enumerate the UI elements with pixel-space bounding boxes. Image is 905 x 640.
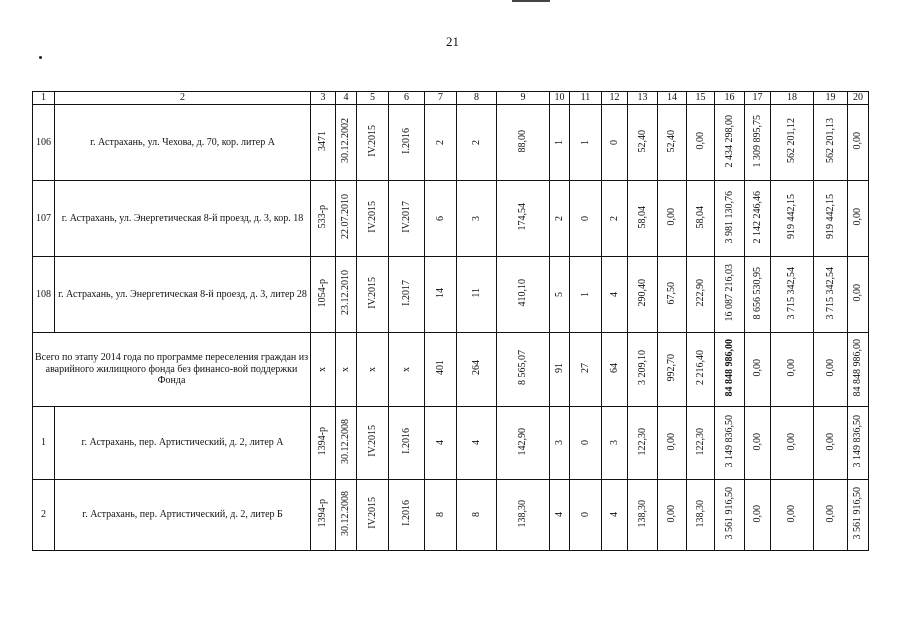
cell-value: 0,00 (745, 407, 771, 480)
cell-value: 2 216,40 (687, 333, 715, 407)
row-id: 1 (33, 407, 55, 480)
cell-value: 58,04 (687, 181, 715, 257)
cell-planned-start: IV.2015 (357, 105, 389, 181)
col-header: 6 (389, 92, 425, 105)
cell-value: 0 (602, 105, 628, 181)
cell-decision-date: 23.12.2010 (336, 257, 357, 333)
cell-value: 3 561 916,50 (848, 480, 869, 551)
col-header: 9 (497, 92, 550, 105)
address-cell: г. Астрахань, ул. Энергетическая 8-й проезд, д. 3, литер 28 (55, 257, 311, 333)
cell-value: 1 309 895,75 (745, 105, 771, 181)
cell-value: 3 149 836,50 (848, 407, 869, 480)
col-header: 4 (336, 92, 357, 105)
cell-value: 0,00 (658, 181, 687, 257)
cell-planned-end: I.2016 (389, 480, 425, 551)
scan-mark (512, 0, 550, 2)
cell-value: 16 087 216,03 (715, 257, 745, 333)
cell-value: 142,90 (497, 407, 550, 480)
cell-value: 84 848 986,00 (715, 333, 745, 407)
cell-value: 8 565,07 (497, 333, 550, 407)
cell-value: 3 (602, 407, 628, 480)
cell-value: 290,40 (628, 257, 658, 333)
address-cell: г. Астрахань, пер. Артистический, д. 2, литер Б (55, 480, 311, 551)
cell-decision-number: 3471 (311, 105, 336, 181)
cell-decision-number: 1394-р (311, 480, 336, 551)
cell-value: 0,00 (745, 480, 771, 551)
cell-value: 0,00 (814, 333, 848, 407)
cell-value: 562 201,13 (814, 105, 848, 181)
cell-value: 64 (602, 333, 628, 407)
cell-value: 1 (570, 105, 602, 181)
cell-value: 8 (425, 480, 457, 551)
cell-value: 410,10 (497, 257, 550, 333)
table-row (33, 480, 869, 551)
cell-value: 11 (457, 257, 497, 333)
col-header: 12 (602, 92, 628, 105)
col-header: 8 (457, 92, 497, 105)
cell-value: 5 (550, 257, 570, 333)
cell-value: 0,00 (771, 333, 814, 407)
cell-value: 4 (550, 480, 570, 551)
table-row (33, 105, 869, 181)
cell-value: 138,30 (687, 480, 715, 551)
cell-value: 58,04 (628, 181, 658, 257)
cell-value: 174,54 (497, 181, 550, 257)
cell-value: 122,30 (687, 407, 715, 480)
table-row (33, 257, 869, 333)
cell-value: 992,70 (658, 333, 687, 407)
cell-value: 2 (550, 181, 570, 257)
cell-value: 122,30 (628, 407, 658, 480)
cell-value: 3 149 836,50 (715, 407, 745, 480)
col-header: 5 (357, 92, 389, 105)
col-header: 17 (745, 92, 771, 105)
address-cell: г. Астрахань, ул. Энергетическая 8-й проезд, д. 3, кор. 18 (55, 181, 311, 257)
cell-planned-start: IV.2015 (357, 407, 389, 480)
cell-value: 401 (425, 333, 457, 407)
cell-value: 6 (425, 181, 457, 257)
cell-value: 919 442,15 (814, 181, 848, 257)
cell-value: 919 442,15 (771, 181, 814, 257)
row-id: 108 (33, 257, 55, 333)
cell-value: 3 (550, 407, 570, 480)
cell-value: 84 848 986,00 (848, 333, 869, 407)
cell-value: 138,30 (628, 480, 658, 551)
col-header: 13 (628, 92, 658, 105)
cell-planned-start: IV.2015 (357, 257, 389, 333)
cell-planned-start: IV.2015 (357, 181, 389, 257)
cell-value: 88,00 (497, 105, 550, 181)
cell-value: 3 561 916,50 (715, 480, 745, 551)
col-header: 2 (55, 92, 311, 105)
table-row (33, 407, 869, 480)
cell-decision-number: 533-р (311, 181, 336, 257)
cell-value: 3 715 342,54 (814, 257, 848, 333)
cell-value: 2 434 298,00 (715, 105, 745, 181)
cell-value: 4 (602, 257, 628, 333)
cell-planned-end: I.2016 (389, 105, 425, 181)
cell-value: 138,30 (497, 480, 550, 551)
cell-value: 8 (457, 480, 497, 551)
cell-value: 0,00 (848, 257, 869, 333)
col-header: 10 (550, 92, 570, 105)
cell-value: 2 142 246,46 (745, 181, 771, 257)
cell-value: 3 209,10 (628, 333, 658, 407)
col-header: 11 (570, 92, 602, 105)
col-header: 19 (814, 92, 848, 105)
cell-value: х (311, 333, 336, 407)
cell-value: 67,50 (658, 257, 687, 333)
col-header: 7 (425, 92, 457, 105)
cell-value: 1 (550, 105, 570, 181)
cell-value: 0,00 (658, 480, 687, 551)
address-cell: г. Астрахань, ул. Чехова, д. 70, кор. литер А (55, 105, 311, 181)
cell-value: 52,40 (628, 105, 658, 181)
cell-value: 2 (602, 181, 628, 257)
row-id: 2 (33, 480, 55, 551)
col-header: 16 (715, 92, 745, 105)
cell-value: 0,00 (848, 105, 869, 181)
cell-planned-start: IV.2015 (357, 480, 389, 551)
cell-value: х (357, 333, 389, 407)
cell-value: 0,00 (814, 407, 848, 480)
col-header: 3 (311, 92, 336, 105)
cell-planned-end: I.2017 (389, 257, 425, 333)
col-header: 1 (33, 92, 55, 105)
cell-decision-number: 1054-р (311, 257, 336, 333)
cell-decision-date: 30.12.2002 (336, 105, 357, 181)
data-table (32, 91, 869, 551)
total-label: Всего по этапу 2014 года по программе переселения граждан из аварийного жилищного фонда без финансо-вой поддержки Фонда (33, 333, 311, 407)
cell-value: 91 (550, 333, 570, 407)
cell-decision-date: 22.07.2010 (336, 181, 357, 257)
cell-value: 562 201,12 (771, 105, 814, 181)
cell-value: 0,00 (745, 333, 771, 407)
cell-value: 0 (570, 181, 602, 257)
cell-value: 264 (457, 333, 497, 407)
cell-value: 4 (457, 407, 497, 480)
cell-value: 0,00 (771, 480, 814, 551)
col-header: 14 (658, 92, 687, 105)
cell-value: 0,00 (848, 181, 869, 257)
cell-value: 3 981 130,76 (715, 181, 745, 257)
table-row (33, 181, 869, 257)
cell-value: х (389, 333, 425, 407)
cell-value: 14 (425, 257, 457, 333)
cell-value: 1 (570, 257, 602, 333)
cell-value: 0,00 (687, 105, 715, 181)
cell-value: 3 (457, 181, 497, 257)
cell-value: 2 (425, 105, 457, 181)
column-number-row (33, 92, 869, 105)
row-id: 106 (33, 105, 55, 181)
address-cell: г. Астрахань, пер. Артистический, д. 2, литер А (55, 407, 311, 480)
cell-value: 0,00 (814, 480, 848, 551)
cell-planned-end: I.2016 (389, 407, 425, 480)
col-header: 20 (848, 92, 869, 105)
cell-value: 3 715 342,54 (771, 257, 814, 333)
cell-decision-date: 30.12.2008 (336, 480, 357, 551)
total-row (33, 333, 869, 407)
col-header: 18 (771, 92, 814, 105)
cell-value: 8 656 530,95 (745, 257, 771, 333)
cell-value: 27 (570, 333, 602, 407)
cell-value: х (336, 333, 357, 407)
cell-value: 4 (602, 480, 628, 551)
cell-value: 222,90 (687, 257, 715, 333)
scan-dot (39, 56, 42, 59)
cell-decision-date: 30.12.2008 (336, 407, 357, 480)
cell-value: 0,00 (771, 407, 814, 480)
col-header: 15 (687, 92, 715, 105)
cell-value: 4 (425, 407, 457, 480)
cell-value: 0 (570, 480, 602, 551)
cell-value: 52,40 (658, 105, 687, 181)
cell-value: 0 (570, 407, 602, 480)
cell-decision-number: 1394-р (311, 407, 336, 480)
row-id: 107 (33, 181, 55, 257)
cell-value: 0,00 (658, 407, 687, 480)
cell-planned-end: IV.2017 (389, 181, 425, 257)
cell-value: 2 (457, 105, 497, 181)
page-number: 21 (446, 34, 459, 49)
